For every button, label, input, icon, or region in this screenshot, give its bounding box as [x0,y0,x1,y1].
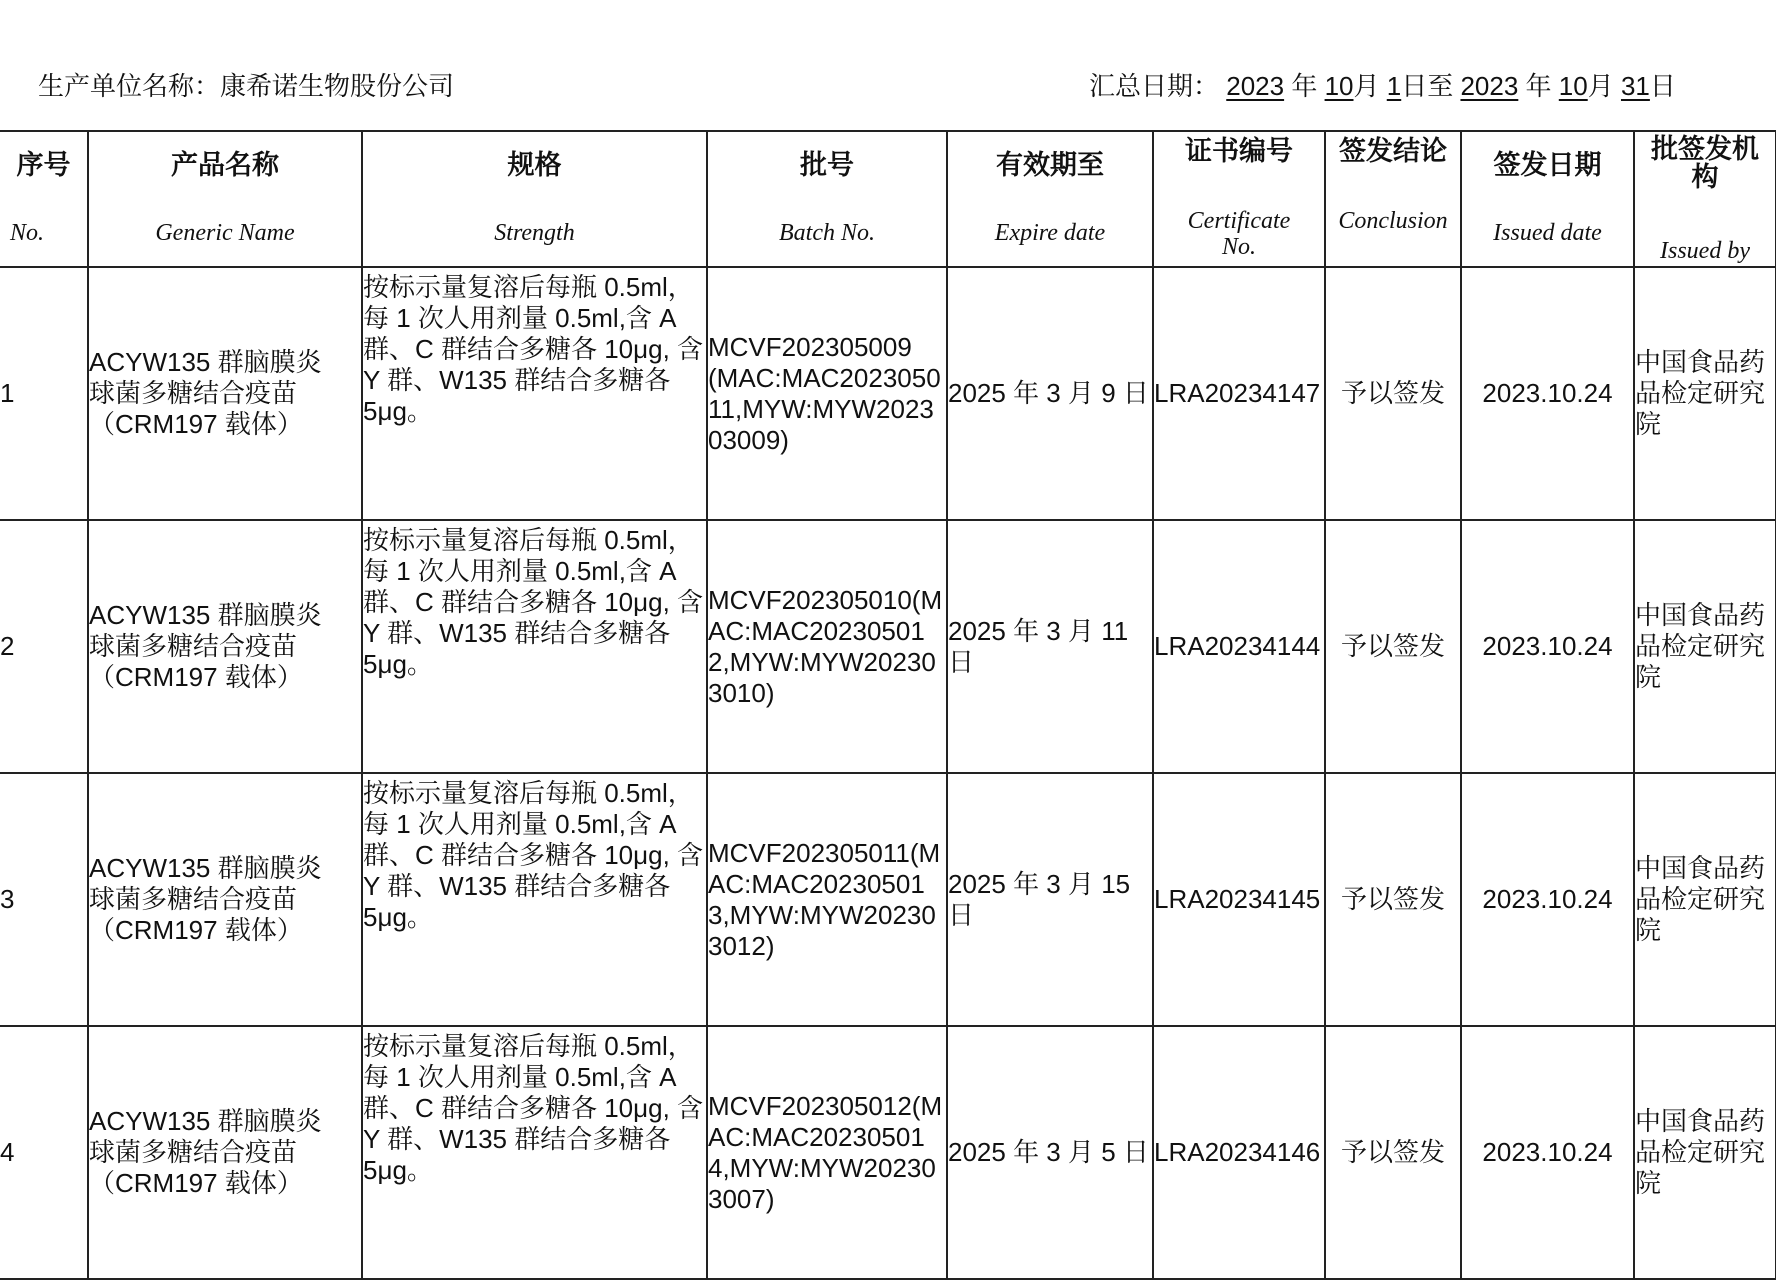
strength-text: 按标示量复溶后每瓶 0.5ml，每 1 次人用剂量 0.5ml,含 A 群、C 群结合多糖各 10μg, 含 Y 群、W135 群结合多糖各 5μg。 [363,272,704,426]
col-header-strength [362,131,707,267]
cell-no: 3 [0,773,88,1026]
col-header-en: Conclusion [1338,208,1448,234]
start-year-unit: 年 [1291,71,1318,101]
cell-expire: 2025 年 3 月 15 日 [947,773,1153,1026]
cell-strength [362,520,707,773]
col-header-expire [947,131,1153,267]
cell-name [88,267,362,520]
cell-expire: 2025 年 3 月 11 日 [947,520,1153,773]
summary-date-line [1089,66,1676,103]
table-row [0,520,1776,773]
name-line: 球菌多糖结合疫苗 [89,378,298,408]
cell-issued-by: 中国食品药品检定研究院 [1634,773,1776,1026]
strength-text: 按标示量复溶后每瓶 0.5ml，每 1 次人用剂量 0.5ml,含 A 群、C 群结合多糖各 10μg, 含 Y 群、W135 群结合多糖各 5μg。 [363,1031,704,1185]
strength-text: 按标示量复溶后每瓶 0.5ml，每 1 次人用剂量 0.5ml,含 A 群、C 群结合多糖各 10μg, 含 Y 群、W135 群结合多糖各 5μg。 [363,778,704,932]
end-day: 31 [1620,71,1650,101]
cell-issued-by: 中国食品药品检定研究院 [1634,520,1776,773]
start-month: 10 [1324,71,1354,101]
cell-name [88,773,362,1026]
cell-issued-date: 2023.10.24 [1461,520,1634,773]
col-header-zh: 批签发机构 [1651,134,1759,193]
col-header-zh: 规格 [507,150,562,181]
table-header-row [0,131,1776,267]
col-header-en: No. [10,220,45,246]
cell-name [88,1026,362,1279]
col-header-zh: 签发日期 [1493,150,1602,181]
col-header-en: Generic Name [155,220,295,246]
cell-strength [362,267,707,520]
col-header-no [0,131,88,267]
end-month: 10 [1558,71,1588,101]
col-header-zh: 批号 [800,150,854,181]
cell-no: 4 [0,1026,88,1279]
cell-issued-by: 中国食品药品检定研究院 [1634,1026,1776,1279]
name-line: （CRM197 载体） [89,662,303,692]
name-line: 球菌多糖结合疫苗 [89,1137,298,1167]
batch-release-table [0,130,1776,1280]
end-month-unit: 月 [1587,71,1614,101]
name-line: （CRM197 载体） [89,1168,303,1198]
col-header-en: Batch No. [779,220,875,246]
cell-expire: 2025 年 3 月 9 日 [947,267,1153,520]
col-header-batch [707,131,947,267]
cell-conclusion: 予以签发 [1325,520,1461,773]
cell-issued-by: 中国食品药品检定研究院 [1634,267,1776,520]
cell-no: 1 [0,267,88,520]
col-header-zh: 产品名称 [171,150,279,181]
col-header-en: Certificate No. [1187,208,1291,260]
name-line: 球菌多糖结合疫苗 [89,631,298,661]
start-day-unit: 日至 [1401,71,1454,101]
cell-conclusion: 予以签发 [1325,773,1461,1026]
cell-strength [362,773,707,1026]
start-month-unit: 月 [1353,71,1380,101]
cell-certificate: LRA20234147 [1153,267,1325,520]
col-header-issued-by [1634,131,1776,267]
name-line: ACYW135 群脑膜炎 [89,853,322,883]
name-line: ACYW135 群脑膜炎 [89,600,322,630]
strength-text: 按标示量复溶后每瓶 0.5ml，每 1 次人用剂量 0.5ml,含 A 群、C 群结合多糖各 10μg, 含 Y 群、W135 群结合多糖各 5μg。 [363,525,704,679]
cell-issued-date: 2023.10.24 [1461,773,1634,1026]
start-year: 2023 [1226,71,1285,101]
table-row [0,267,1776,520]
cell-name [88,520,362,773]
name-line: 球菌多糖结合疫苗 [89,884,298,914]
col-header-en: Issued date [1493,220,1602,246]
start-day: 1 [1386,71,1402,101]
col-header-en: Issued by [1660,238,1750,264]
name-line: ACYW135 群脑膜炎 [89,347,322,377]
col-header-en: Expire date [994,220,1106,246]
col-header-name [88,131,362,267]
name-line: （CRM197 载体） [89,915,303,945]
summary-date-label: 汇总日期： [1089,71,1220,101]
col-header-zh: 证书编号 [1185,136,1293,167]
cell-certificate: LRA20234145 [1153,773,1325,1026]
cell-batch: MCVF202305009 (MAC:MAC202305011,MYW:MYW202303009) [707,267,947,520]
col-header-zh: 序号 [16,150,71,181]
table-row [0,1026,1776,1279]
cell-strength [362,1026,707,1279]
cell-certificate: LRA20234146 [1153,1026,1325,1279]
cell-batch: MCVF202305011(MAC:MAC202305013,MYW:MYW202303012) [707,773,947,1026]
producer-line [38,66,454,103]
end-day-unit: 日 [1649,71,1676,101]
cell-batch: MCVF202305010(MAC:MAC202305012,MYW:MYW202303010) [707,520,947,773]
cell-issued-date: 2023.10.24 [1461,1026,1634,1279]
col-header-en: Strength [494,220,575,246]
end-year: 2023 [1460,71,1519,101]
producer-name: 康希诺生物股份公司 [220,71,455,101]
name-line: （CRM197 载体） [89,409,303,439]
col-header-certificate [1153,131,1325,267]
producer-label: 生产单位名称： [38,71,221,101]
name-line: ACYW135 群脑膜炎 [89,1106,322,1136]
end-year-unit: 年 [1525,71,1552,101]
cell-certificate: LRA20234144 [1153,520,1325,773]
cell-conclusion: 予以签发 [1325,1026,1461,1279]
cell-batch: MCVF202305012(MAC:MAC202305014,MYW:MYW202303007) [707,1026,947,1279]
col-header-conclusion [1325,131,1461,267]
cell-conclusion: 予以签发 [1325,267,1461,520]
col-header-zh: 签发结论 [1339,136,1447,167]
cell-issued-date: 2023.10.24 [1461,267,1634,520]
col-header-zh: 有效期至 [996,150,1104,181]
cell-no: 2 [0,520,88,773]
cell-expire: 2025 年 3 月 5 日 [947,1026,1153,1279]
table-row [0,773,1776,1026]
col-header-issued-date [1461,131,1634,267]
